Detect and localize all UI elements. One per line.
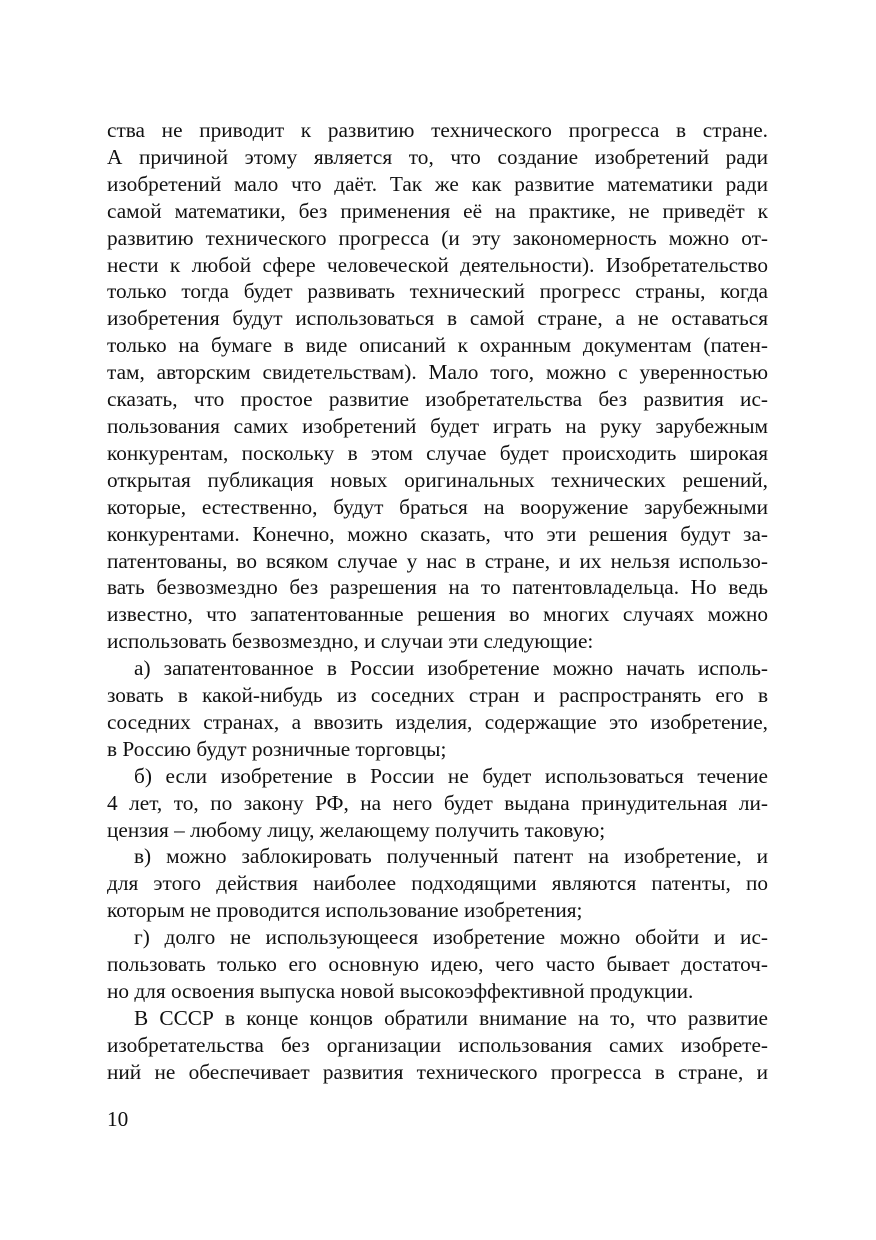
text-line: ства не приводит к развитию технического прогресса в стране. — [107, 118, 768, 142]
text-line: использовать безвозмездно, и случаи эти следующие: — [107, 629, 594, 654]
list-item-a — [107, 655, 768, 763]
text-line: изобретения будут использоваться в самой стране, а не оставаться — [107, 306, 768, 331]
text-line: б) если изобретение в России не будет использоваться течение — [134, 763, 768, 788]
text-line: только тогда будет развивать технический прогресс страны, когда — [107, 279, 768, 304]
text-line: для этого действия наиболее подходящими являются патенты, по — [107, 871, 768, 896]
text-line: в Россию будут розничные торговцы; — [107, 736, 447, 761]
text-line: изобретений мало что даёт. Так же как развитие математики ради — [107, 171, 768, 196]
text-line: конкурентами. Конечно, можно сказать, что эти решения будут за- — [107, 521, 768, 546]
page-number: 10 — [107, 1107, 129, 1131]
text-line: известно, что запатентованные решения во многих случаях можно — [107, 602, 768, 627]
text-line: там, авторским свидетельствам). Мало того, можно с уверенностью — [107, 360, 768, 385]
text-line: пользования самих изобретений будет играть на руку зарубежным — [107, 413, 768, 438]
text-line: нести к любой сфере человеческой деятельности). Изобретательство — [107, 252, 768, 277]
text-line: В СССР в конце концов обратили внимание на то, что развитие — [134, 1005, 768, 1030]
text-line: А причиной этому является то, что создание изобретений ради — [107, 144, 768, 169]
text-line: пользовать только его основную идею, чего часто бывает достаточ- — [107, 952, 768, 977]
text-line: патентованы, во всяком случае у нас в стране, и их нельзя использо- — [107, 548, 768, 573]
text-line: сказать, что простое развитие изобретательства без развития ис- — [107, 387, 768, 412]
text-line: самой математики, без применения её на практике, не приведёт к — [107, 198, 768, 223]
list-item-g — [107, 924, 768, 1005]
text-line: в) можно заблокировать полученный патент на изобретение, и — [134, 844, 768, 869]
list-item-b — [107, 763, 768, 844]
text-line: г) долго не использующееся изобретение можно обойти и ис- — [134, 925, 768, 950]
text-line: изобретательства без организации использования самих изобрете- — [107, 1032, 768, 1057]
text-line: открытая публикация новых оригинальных технических решений, — [107, 467, 768, 492]
list-item-v — [107, 843, 768, 924]
text-line: зовать в какой-нибудь из соседних стран и распространять его в — [107, 683, 768, 708]
text-line: только на бумаге в виде описаний к охранным документам (патен- — [107, 333, 768, 358]
text-line: развитию технического прогресса (и эту закономерность можно от- — [107, 225, 768, 250]
text-line: которым не проводится использование изобретения; — [107, 898, 583, 923]
text-line: соседних странах, а ввозить изделия, содержащие это изобретение, — [107, 709, 768, 734]
text-line: ний не обеспечивает развития технического прогресса в стране, и — [107, 1059, 768, 1084]
paragraph-ussr — [107, 1005, 768, 1086]
text-line: 4 лет, то, по закону РФ, на него будет выдана принудительная ли- — [107, 790, 768, 815]
text-line: цензия – любому лицу, желающему получить таковую; — [107, 817, 606, 842]
body-text — [107, 117, 768, 1086]
text-line: которые, естественно, будут браться на вооружение зарубежными — [107, 494, 768, 519]
text-line: конкурентам, поскольку в этом случае будет происходить широкая — [107, 440, 768, 465]
text-line: вать безвозмездно без разрешения на то патентовладельца. Но ведь — [107, 575, 768, 600]
paragraph-continuation — [107, 117, 768, 655]
text-line: но для освоения выпуска новой высокоэффективной продукции. — [107, 979, 694, 1003]
text-line: а) запатентованное в России изобретение можно начать исполь- — [134, 656, 768, 681]
